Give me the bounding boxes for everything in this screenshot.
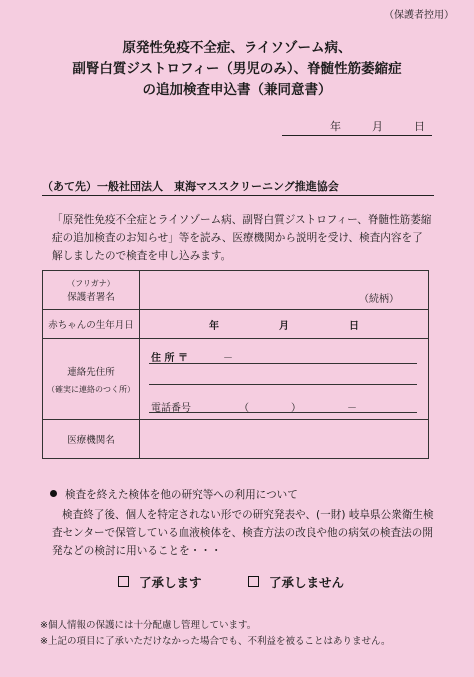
document-title-line-3: の追加検査申込書（兼同意書） xyxy=(142,82,332,98)
disagree-label: 了承しません xyxy=(269,575,345,590)
contact-address-note: （確実に連絡のつく所） xyxy=(47,384,135,394)
date-day-label: 日 xyxy=(414,120,425,133)
contact-address-label: 連絡先住所 xyxy=(67,366,115,378)
addressee-underline xyxy=(42,195,434,196)
birth-day-label: 日 xyxy=(349,320,359,332)
guardian-name-label-cell xyxy=(43,271,140,310)
disagree-option[interactable] xyxy=(248,573,344,591)
phone-dash: － xyxy=(347,403,357,414)
agree-checkbox[interactable] xyxy=(118,576,129,587)
birth-year-label: 年 xyxy=(209,320,219,332)
document-title-line-2: 副腎白質ジストロフィー（男児のみ）、脊髄性筋萎縮症 xyxy=(72,61,402,77)
contact-address-field[interactable] xyxy=(140,339,429,420)
phone-area-close: ） xyxy=(291,403,301,414)
birth-month-label: 月 xyxy=(279,320,289,332)
address-line-1[interactable] xyxy=(149,363,417,364)
date-year-label: 年 xyxy=(330,120,341,133)
document-title-line-1: 原発性免疫不全症、ライソゾーム病、 xyxy=(122,40,352,56)
copy-label: （保護者控用） xyxy=(384,10,454,21)
date-month-label: 月 xyxy=(372,120,383,133)
intro-statement: 「原発性免疫不全症とライソゾーム病、副腎白質ジストロフィー、脊髄性筋萎縮症の追加検査のお知らせ」等を読み、医療機関から説明を受け、検査内容を了解しましたので検査を申し込みます。 xyxy=(52,214,432,262)
agree-label: 了承します xyxy=(139,575,202,590)
secondary-use-heading xyxy=(50,487,298,502)
medical-institution-field[interactable] xyxy=(140,420,429,459)
disagree-checkbox[interactable] xyxy=(248,576,259,587)
medical-institution-label: 医療機関名 xyxy=(43,420,140,459)
guardian-name-field[interactable] xyxy=(140,271,429,310)
addressee: （あて先）一般社団法人 東海マススクリーニング推進協会 xyxy=(42,180,339,193)
secondary-use-text: 検査終了後、個人を特定されない形での研究発表や、(一財) 岐阜県公衆衛生検査センターで保管している血液検体を、検査方法の改良や他の病気の検査法の開発などの検討に用いることを・・・ xyxy=(52,509,434,557)
relationship-label: （続柄） xyxy=(359,294,399,305)
bullet-icon xyxy=(50,490,57,497)
contact-address-label-cell xyxy=(43,339,140,420)
phone-area-open: （ xyxy=(239,403,249,414)
phone-label: 電話番号 xyxy=(151,403,191,414)
address-label: 住 所 〒 xyxy=(151,353,188,364)
application-form-table xyxy=(42,270,429,459)
agree-option[interactable] xyxy=(118,573,202,591)
secondary-use-heading-text: 検査を終えた検体を他の研究等への利用について xyxy=(65,489,298,501)
privacy-note: ※個人情報の保護には十分配慮し管理しています。 xyxy=(40,620,257,631)
no-disadvantage-note: ※上記の項目に了承いただけなかった場合でも、不利益を被ることはありません。 xyxy=(40,636,391,647)
guardian-name-label: 保護者署名 xyxy=(67,291,115,303)
birth-date-field[interactable] xyxy=(140,310,429,339)
date-field-line[interactable] xyxy=(282,134,432,136)
address-line-2[interactable] xyxy=(149,384,417,385)
furigana-label: （フリガナ） xyxy=(67,278,115,288)
postal-code-dash: － xyxy=(223,353,233,364)
phone-number-line[interactable] xyxy=(149,412,417,413)
birth-date-label: 赤ちゃんの生年月日 xyxy=(43,310,140,339)
